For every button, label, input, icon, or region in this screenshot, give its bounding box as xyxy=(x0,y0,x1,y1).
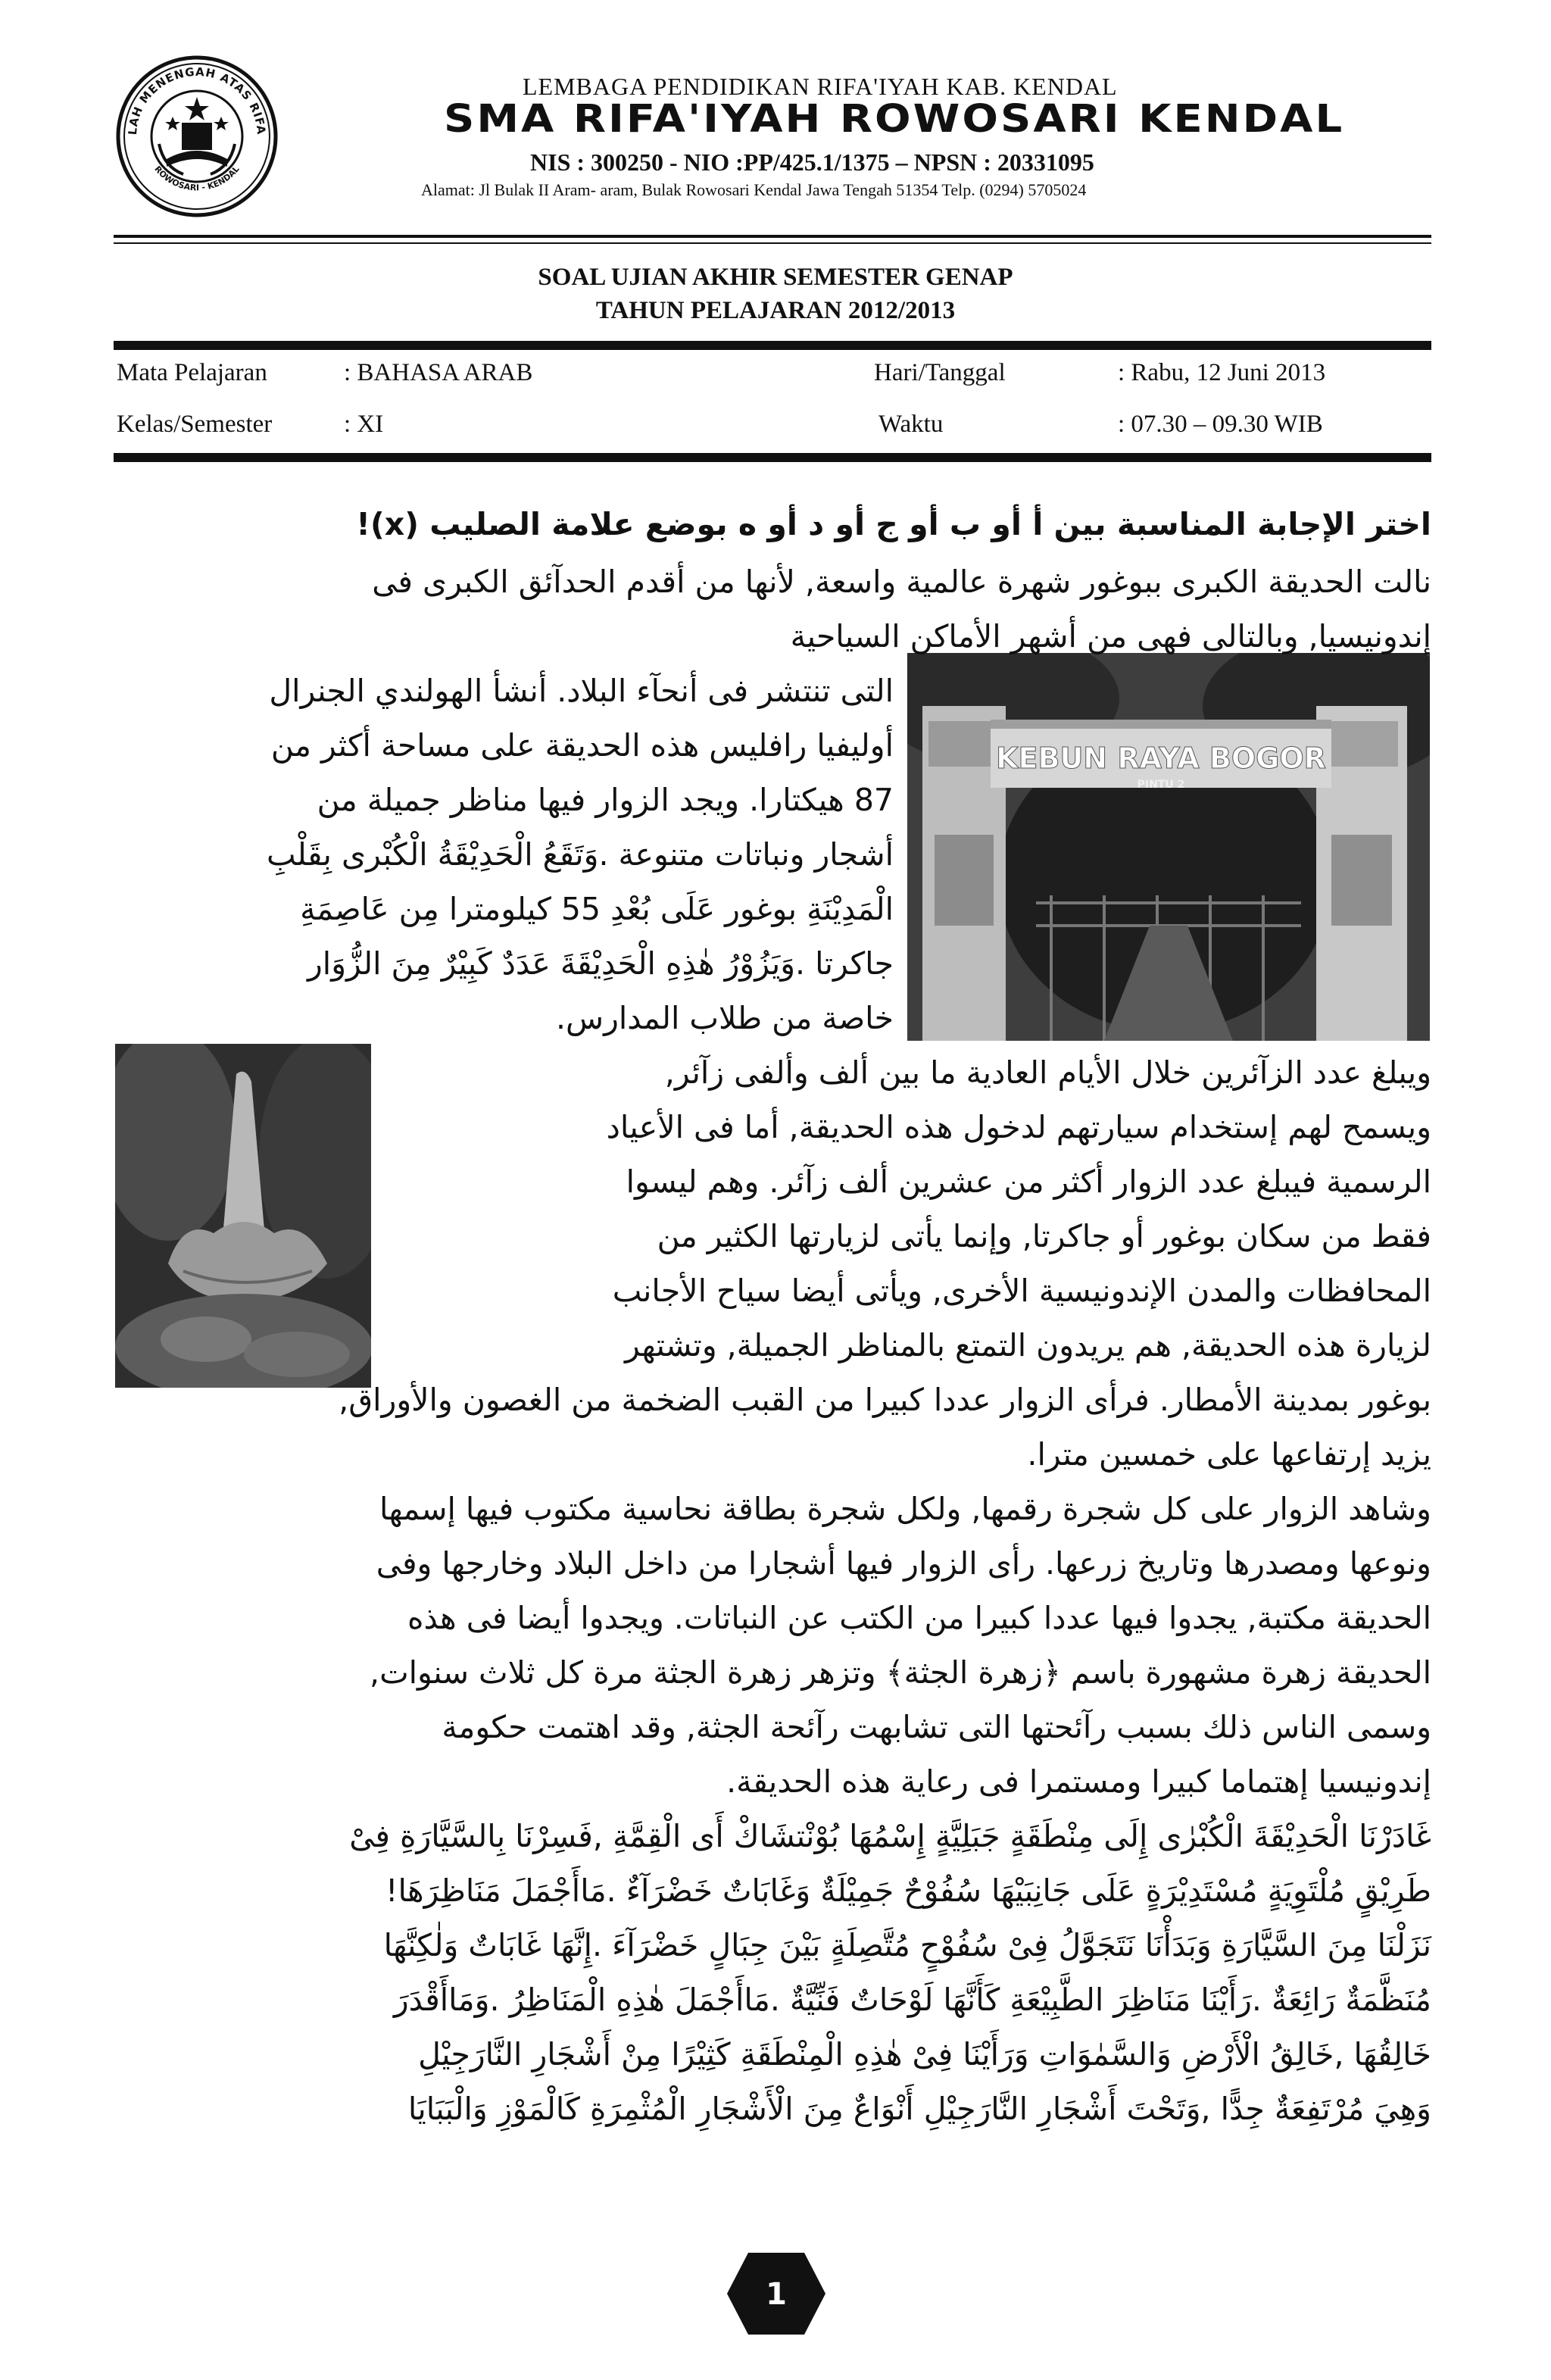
passage-line: إندونيسيا إهتماما كبيرا ومستمرا فى رعاية هذه الحديقة. xyxy=(726,1763,1431,1800)
header-divider-thick xyxy=(114,235,1431,238)
passage-line: جاكرتا .وَيَزُوْرُ هٰذِهِ الْحَدِيْقَةَ عَدَدٌ كَبِيْرٌ مِنَ الزُّوَار xyxy=(307,945,894,982)
meta-top-bar xyxy=(114,341,1431,350)
passage-line: ونوعها ومصدرها وتاريخ زرعها. رأى الزوار فيها أشجارا من داخل البلاد وخارجها وفى xyxy=(376,1545,1431,1582)
passage-line: أشجار ونباتات متنوعة .وَتَقَعُ الْحَدِيْقَةُ الْكُبْرى بِقَلْبِ xyxy=(266,836,894,873)
passage-line: نَزَلْنَا مِنَ السَّيَّارَةِ وَبَدَأْنَا نَتَجَوَّلُ فِىْ سُفُوْحٍ مُتَّصِلَةٍ بَيْنَ جِبَالٍ خَضْرَآءَ .إِنَّهَا غَابَاتٌ وَلٰكِنَّهَا xyxy=(383,1927,1431,1963)
passage-line: 87 هيكتارا. ويجد الزوار فيها مناظر جميلة من xyxy=(317,782,894,818)
exam-title: SOAL UJIAN AKHIR SEMESTER GENAP xyxy=(538,264,1013,291)
passage-line: وَهِيَ مُرْتَفِعَةٌ جِدًّا ,وَتَحْتَ أَشْجَارِ النَّارَجِيْلِ أَنْوَاعٌ مِنَ الْأَشْجَارِ الْمُثْمِرَةِ كَالْمَوْزِ وَالْبَبَايَا xyxy=(407,2091,1431,2127)
passage-line: خاصة من طلاب المدارس. xyxy=(556,1000,894,1036)
page-number-badge xyxy=(726,2251,827,2336)
class-label: Kelas/Semester xyxy=(117,411,273,438)
corpse-flower-image xyxy=(115,1044,371,1388)
gate-sign-text: KEBUN RAYA BOGOR xyxy=(996,742,1326,775)
time-label: Waktu xyxy=(878,411,944,438)
school-seal-icon xyxy=(114,53,280,220)
passage-line: لزيارة هذه الحديقة, هم يريدون التمتع بالمناظر الجميلة, وتشتهر xyxy=(624,1327,1431,1363)
page-number: 1 xyxy=(766,2277,787,2312)
logo-bottom-text: ROWOSARI - KENDAL xyxy=(152,164,242,193)
logo-top-text: LAH MENENGAH ATAS RIFA xyxy=(125,64,269,136)
passage-line: الْمَدِيْنَةِ بوغور عَلَى بُعْدِ 55 كيلومترا مِن عَاصِمَةِ xyxy=(300,891,894,927)
day-label: Hari/Tanggal xyxy=(874,359,1006,386)
header-divider-thin xyxy=(114,242,1431,244)
school-address: Alamat: Jl Bulak II Aram- aram, Bulak Rowosari Kendal Jawa Tengah 51354 Telp. (0294) 5705024 xyxy=(421,180,1087,199)
passage-line: الحديقة زهرة مشهورة باسم ﴿زهرة الجثة﴾ وتزهر زهرة الجثة مرة كل ثلاث سنوات, xyxy=(370,1654,1431,1691)
school-logo xyxy=(114,53,280,220)
passage-line: المحافظات والمدن الإندونيسية الأخرى, ويأتى أيضا سياح الأجانب xyxy=(612,1273,1431,1309)
day-value: : Rabu, 12 Juni 2013 xyxy=(1118,359,1326,386)
passage-line: غَادَرْنَا الْحَدِيْقَةَ الْكُبْرٰى إِلَى مِنْطَقَةٍ جَبَلِيَّةٍ إِسْمُهَا بُوْنْتشَاكْ أَى الْقِمَّةِ ,فَسِرْنَا بِالسَّيَّارَةِ فِىْ xyxy=(349,1818,1431,1854)
passage-line: الرسمية فيبلغ عدد الزوار أكثر من عشرين ألف زآئر. وهم ليسوا xyxy=(626,1163,1431,1200)
passage-line: إندونيسيا, وبالتالى فهى من أشهر الأماكن السياحية xyxy=(790,618,1431,654)
gate-image xyxy=(907,653,1430,1041)
passage-line: وسمى الناس ذلك بسبب رآئحتها التى تشابهت رآئحة الجثة, وقد اهتمت حكومة xyxy=(442,1709,1431,1745)
hexagon-icon xyxy=(726,2251,827,2336)
passage-line: خَالِقُهَا ,خَالِقُ الْأَرْضِ وَالسَّمٰوَاتِ وَرَأَيْنَا فِىْ هٰذِهِ الْمِنْطَقَةِ كَثِيْرًا مِنْ أَشْجَارِ النَّارَجِيْلِ xyxy=(418,2036,1431,2072)
school-identifiers: NIS : 300250 - NIO :PP/425.1/1375 – NPSN : 20331095 xyxy=(530,148,1094,176)
subject-label: Mata Pelajaran xyxy=(117,359,267,386)
school-name: SMA RIFA'IYAH ROWOSARI KENDAL xyxy=(444,97,1345,142)
corpse-flower-photo xyxy=(115,1044,371,1388)
time-value: : 07.30 – 09.30 WIB xyxy=(1118,411,1323,438)
instruction: اختر الإجابة المناسبة بين أ أو ب أو ج أو د أو ه بوضع علامة الصليب (x)! xyxy=(356,506,1431,542)
garden-gate-photo xyxy=(907,653,1430,1041)
passage-line: ويبلغ عدد الزآئرين خلال الأيام العادية ما بين ألف وألفى زآئر, xyxy=(664,1054,1431,1091)
passage-line: فقط من سكان بوغور أو جاكرتا, وإنما يأتى لزيارتها الكثير من xyxy=(657,1218,1431,1254)
passage-line: يزيد إرتفاعها على خمسين مترا. xyxy=(1027,1436,1431,1473)
meta-bottom-bar xyxy=(114,453,1431,462)
passage-line: بوغور بمدينة الأمطار. فرأى الزوار عددا كبيرا من القبب الضخمة من الغصون والأوراق, xyxy=(339,1382,1431,1418)
exam-year: TAHUN PELAJARAN 2012/2013 xyxy=(595,297,956,324)
passage-line: التى تنتشر فى أنحآء البلاد. أنشأ الهولندي الجنرال xyxy=(269,673,894,709)
gate-sign-subtext: PINTU 2 xyxy=(1137,779,1185,791)
subject-value: : BAHASA ARAB xyxy=(344,359,533,386)
institution-name: LEMBAGA PENDIDIKAN RIFA'IYAH KAB. KENDAL xyxy=(523,73,1118,100)
passage-line: أوليفيا رافليس هذه الحديقة على مساحة أكثر من xyxy=(270,727,894,764)
passage-line: نالت الحديقة الكبرى ببوغور شهرة عالمية واسعة, لأنها من أقدم الحدآئق الكبرى فى xyxy=(372,564,1431,600)
passage-line: طَرِيْقٍ مُلْتَوِيَةٍ مُسْتَدِيْرَةٍ عَلَى جَانِبَيْهَا سُفُوْحٌ جَمِيْلَةٌ وَغَابَاتٌ خَضْرَآءٌ .مَاأَجْمَلَ مَنَاظِرَهَا! xyxy=(385,1872,1431,1909)
passage-line: الحديقة مكتبة, يجدوا فيها عددا كبيرا من الكتب عن النباتات. ويجدوا أيضا فى هذه xyxy=(407,1600,1431,1636)
passage-line: وشاهد الزوار على كل شجرة رقمها, ولكل شجرة بطاقة نحاسية مكتوب فيها إسمها xyxy=(379,1491,1431,1527)
class-value: : XI xyxy=(344,411,384,438)
passage-line: مُنَظَّمَةٌ رَائِعَةٌ .رَأَيْنَا مَنَاظِرَ الطَّبِيْعَةِ كَأَنَّهَا لَوْحَاتٌ فَنِّيَّةٌ .مَاأَجْمَلَ هٰذِهِ الْمَنَاظِرُ .وَمَاأَقْدَرَ xyxy=(393,1982,1431,2018)
passage-line: ويسمح لهم إستخدام سيارتهم لدخول هذه الحديقة, أما فى الأعياد xyxy=(606,1109,1431,1145)
